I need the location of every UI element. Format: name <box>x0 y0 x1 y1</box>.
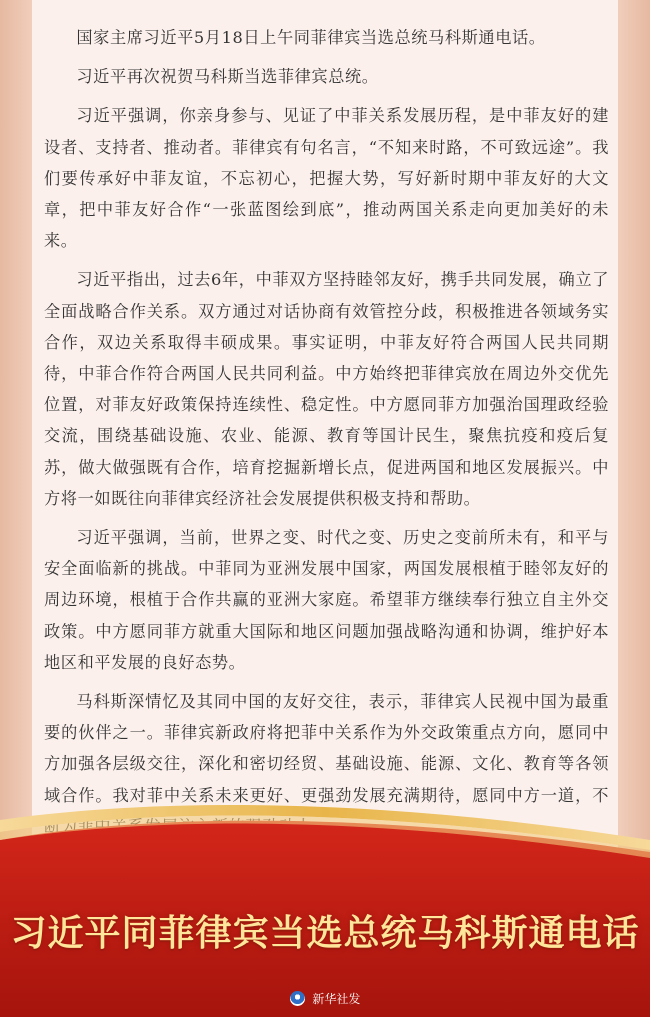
article-paragraph: 习近平指出，过去6年，中菲双方坚持睦邻友好，携手共同发展，确立了全面战略合作关系。双方通过对话协商有效管控分歧，积极推进各领域务实合作，双边关系取得丰硕成果。事实证明，中菲友好符合两国人民共同期待，中菲合作符合两国人民共同利益。中方始终把菲律宾放在周边外交优先位置，对菲友好政策保持连续性、稳定性。中方愿同菲方加强治国理政经验交流，围绕基础设施、农业、能源、教育等国计民生，聚焦抗疫和疫后复苏，做大做强既有合作，培育挖掘新增长点，促进两国和地区发展振兴。中方将一如既往向菲律宾经济社会发展提供积极支持和帮助。 <box>44 270 609 508</box>
article-paragraph: 习近平强调，你亲身参与、见证了中菲关系发展历程，是中菲友好的建设者、支持者、推动者。菲律宾有句名言，“不知来时路，不可致远途”。我们要传承好中菲友谊，不忘初心，把握大势，写好新时期中菲友好的大文章，把中菲友好合作“一张蓝图绘到底”，推动两国关系走向更加美好的未来。 <box>44 106 609 251</box>
agency-name: 新华社发 <box>312 992 361 1006</box>
article-paragraph: 习近平强调，当前，世界之变、时代之变、历史之变前所未有，和平与安全面临新的挑战。中菲同为亚洲发展中国家，两国发展根植于睦邻友好的周边环境，根植于合作共赢的亚洲大家庭。希望菲方继续奉行独立自主外交政策。中方愿同菲方就重大国际和地区问题加强战略沟通和协调，维护好本地区和平发展的良好态势。 <box>44 528 609 672</box>
article-paragraph: 马科斯深情忆及其同中国的友好交往，表示，菲律宾人民视中国为最重要的伙伴之一。菲律宾新政府将把菲中关系作为外交政策重点方向，愿同中方加强各层级交往，深化和密切经贸、基础设施、能源、文化、教育等各领域合作。我对菲中关系未来更好、更强劲发展充满期待，愿同中方一道，不 <box>44 692 609 805</box>
agency-credit <box>0 990 650 1007</box>
article-paragraph: 习近平再次祝贺马科斯当选菲律宾总统。 <box>76 67 379 87</box>
article-body <box>44 22 609 850</box>
xinhua-logo-icon <box>290 991 305 1006</box>
headline-title: 习近平同菲律宾当选总统马科斯通电话 <box>10 913 640 954</box>
article-paragraph: 国家主席习近平5月18日上午同菲律宾当选总统马科斯通电话。 <box>76 28 546 47</box>
